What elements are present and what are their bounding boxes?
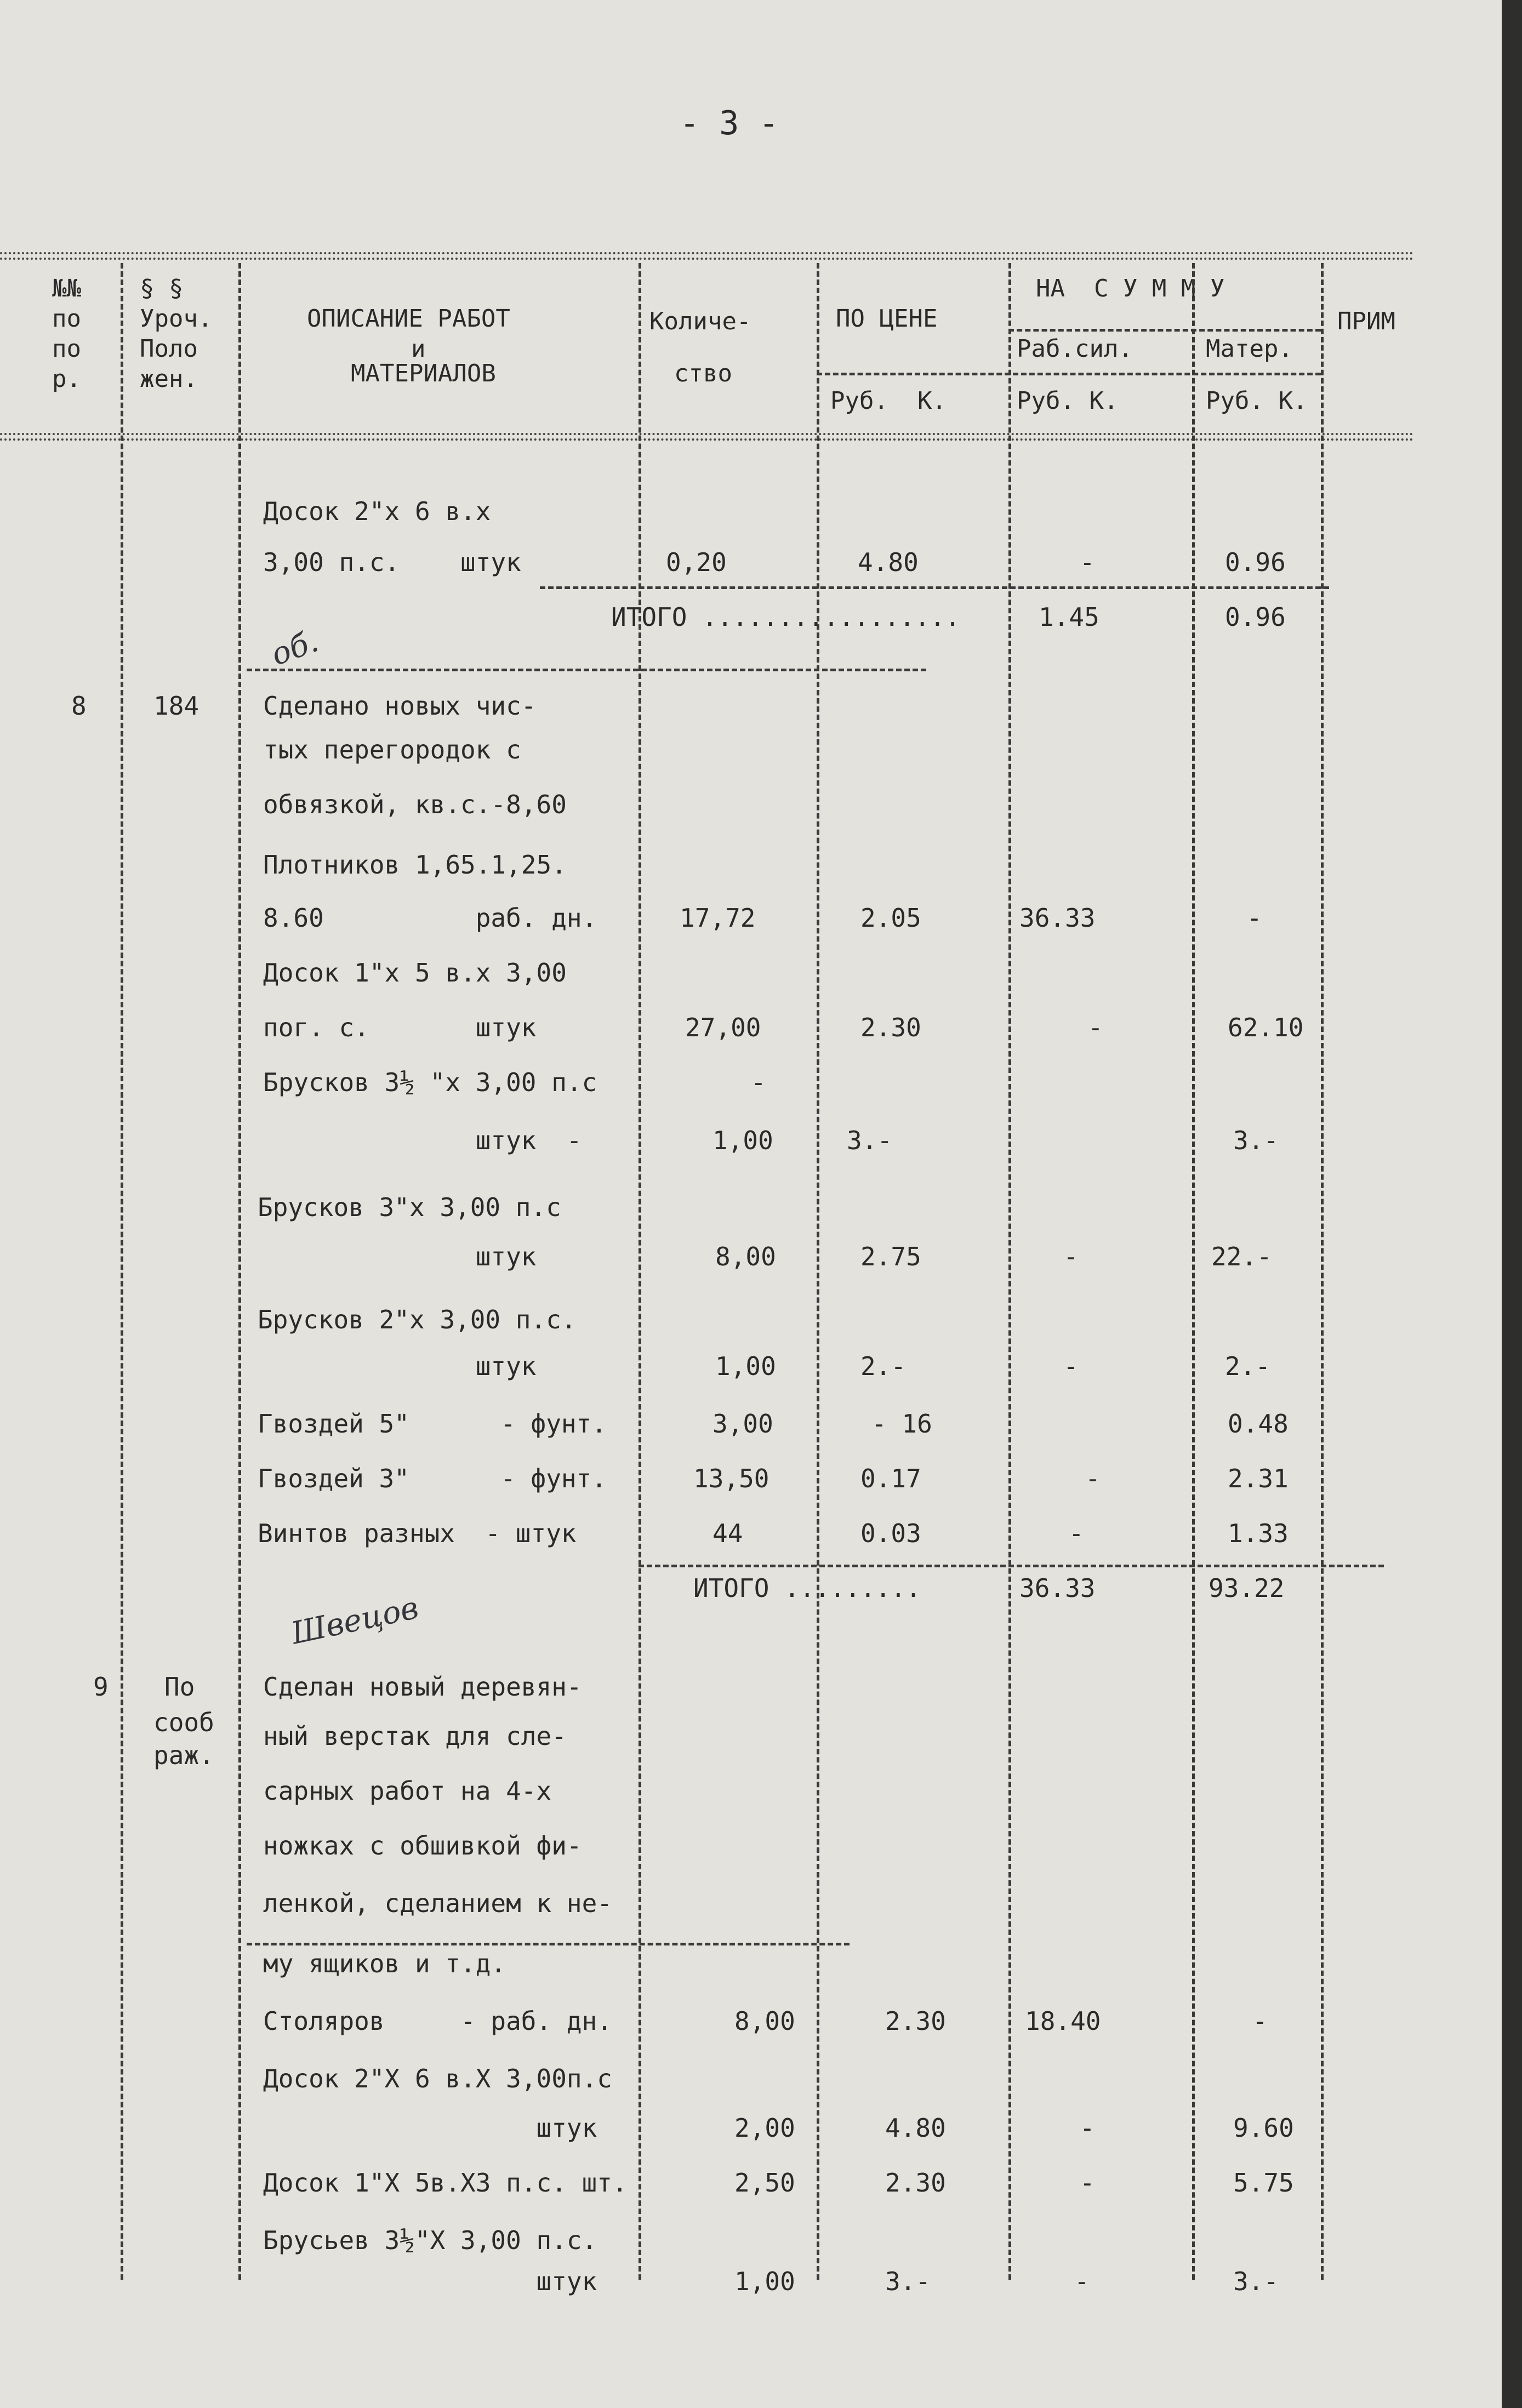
row-labor: - bbox=[1088, 1013, 1103, 1042]
header-num: №№ bbox=[52, 275, 81, 303]
row-price: - 16 bbox=[871, 1409, 932, 1439]
row-total-label: ИТОГО ................. bbox=[611, 602, 960, 632]
row-labor: - bbox=[1080, 2168, 1095, 2198]
row-desc: ный верстак для сле- bbox=[263, 1721, 567, 1751]
header-qty-2: ство bbox=[674, 360, 732, 387]
row-qty: 8,00 bbox=[715, 1242, 776, 1271]
row-qty: 17,72 bbox=[680, 903, 756, 933]
row-mat: - bbox=[1252, 2006, 1268, 2036]
row-para: По bbox=[164, 1672, 195, 1702]
row-mat: 3.- bbox=[1233, 2267, 1279, 2296]
row-price: 2.75 bbox=[860, 1242, 921, 1271]
col-rule-6 bbox=[1192, 263, 1195, 2280]
row-labor: - bbox=[1063, 1351, 1079, 1381]
page-number: - 3 - bbox=[680, 104, 779, 142]
rub-subheader-rule bbox=[817, 373, 1321, 375]
row-qty: 27,00 bbox=[685, 1013, 761, 1042]
sum-subheader-rule bbox=[1008, 329, 1321, 332]
row-desc: Брусков 2"х 3,00 п.с. bbox=[258, 1305, 577, 1334]
col-rule-3 bbox=[639, 263, 641, 2280]
row-desc: Досок 1"Х 5в.Х3 п.с. шт. bbox=[263, 2168, 628, 2198]
row-price: 3.- bbox=[847, 1126, 893, 1155]
row-desc: Досок 1"х 5 в.х 3,00 bbox=[263, 958, 567, 988]
row-qty: 2,00 bbox=[734, 2113, 795, 2143]
row-qty: 44 bbox=[712, 1519, 743, 1548]
col-rule-4 bbox=[817, 263, 819, 2280]
col-rule-2 bbox=[238, 263, 241, 2280]
row-labor: 1.45 bbox=[1039, 602, 1099, 632]
header-material: Матер. bbox=[1206, 335, 1293, 363]
row-mat: 3.- bbox=[1233, 1126, 1279, 1155]
row-mat: 0.48 bbox=[1228, 1409, 1289, 1439]
header-desc: ОПИСАНИЕ РАБОТ bbox=[307, 305, 510, 333]
row-desc: Гвоздей 3" - фунт. bbox=[258, 1464, 607, 1493]
row-desc: штук bbox=[263, 1351, 537, 1381]
row-total-label: ИТОГО ......... bbox=[693, 1573, 921, 1603]
row-mat: 0.96 bbox=[1225, 602, 1286, 632]
row-desc: Винтов разных - штук bbox=[258, 1519, 577, 1548]
row-mat: 2.- bbox=[1225, 1351, 1271, 1381]
row-desc: 8.60 раб. дн. bbox=[263, 903, 597, 933]
row-labor: - bbox=[1080, 2113, 1095, 2143]
col-rule-7 bbox=[1321, 263, 1324, 2280]
row-mat: 0.96 bbox=[1225, 547, 1286, 577]
handwritten-signature: Швецов bbox=[288, 1590, 422, 1652]
header-sum: НА С У М М У bbox=[1036, 275, 1225, 303]
row-desc: пог. с. штук bbox=[263, 1013, 537, 1042]
header-rub-labor: Руб. К. bbox=[1017, 387, 1119, 415]
header-qty: Количе- bbox=[649, 307, 751, 335]
row-mat: - bbox=[1247, 903, 1262, 933]
header-rub-price: Руб. К. bbox=[830, 387, 947, 415]
header-desc-2: и bbox=[411, 335, 426, 363]
row-desc: штук bbox=[263, 2113, 597, 2143]
row-mat: 62.10 bbox=[1228, 1013, 1304, 1042]
row-num: 8 bbox=[71, 691, 87, 721]
header-para-4: жен. bbox=[140, 365, 198, 393]
mid-rule bbox=[247, 1943, 850, 1945]
row-para: 184 bbox=[153, 691, 199, 721]
row-desc: тых перегородок с bbox=[263, 735, 521, 764]
row-desc: ленкой, сделанием к не- bbox=[263, 1888, 612, 1918]
header-price: ПО ЦЕНЕ bbox=[836, 305, 938, 333]
header-bottom-rule bbox=[0, 433, 1414, 435]
row-mat: 9.60 bbox=[1233, 2113, 1294, 2143]
row-qty: 1,00 bbox=[712, 1126, 773, 1155]
row-price: 4.80 bbox=[885, 2113, 946, 2143]
row-qty: 2,50 bbox=[734, 2168, 795, 2198]
col-rule-1 bbox=[121, 263, 123, 2280]
row-desc: Досок 2"Х 6 в.Х 3,00п.с bbox=[263, 2064, 612, 2093]
row-desc: сарных работ на 4-х bbox=[263, 1776, 552, 1806]
row-num: 9 bbox=[93, 1672, 109, 1702]
row-desc: 3,00 п.с. штук bbox=[263, 547, 521, 577]
row-qty: 1,00 bbox=[734, 2267, 795, 2296]
row-desc: штук - bbox=[263, 1126, 582, 1155]
row-price: 4.80 bbox=[858, 547, 919, 577]
row-labor: - bbox=[1085, 1464, 1101, 1493]
total-rule-1 bbox=[540, 586, 1329, 589]
row-qty: 0,20 bbox=[666, 547, 727, 577]
row-desc: Брусков 3½ "х 3,00 п.с bbox=[263, 1068, 597, 1097]
row-desc: Досок 2"х 6 в.х bbox=[263, 497, 491, 526]
row-desc: му ящиков и т.д. bbox=[263, 1949, 506, 1978]
row-desc: Брусков 3"х 3,00 п.с bbox=[258, 1192, 561, 1222]
total-rule-2 bbox=[639, 1565, 1384, 1567]
row-qty: 8,00 bbox=[734, 2006, 795, 2036]
handwritten-mark: об. bbox=[266, 623, 323, 673]
row-desc: ножках с обшивкой фи- bbox=[263, 1831, 582, 1861]
row-desc: штук bbox=[263, 2267, 597, 2296]
row-price: 2.30 bbox=[860, 1013, 921, 1042]
page-edge bbox=[1502, 0, 1522, 2408]
row-labor: 36.33 bbox=[1019, 903, 1096, 933]
header-desc-3: МАТЕРИАЛОВ bbox=[351, 360, 496, 387]
header-top-rule bbox=[0, 252, 1414, 254]
row-mat: 22.- bbox=[1211, 1242, 1272, 1271]
header-para-3: Поло bbox=[140, 335, 198, 363]
row-para: раж. bbox=[153, 1741, 214, 1770]
row-labor: - bbox=[1074, 2267, 1090, 2296]
row-desc: штук bbox=[263, 1242, 537, 1271]
row-labor: - bbox=[1069, 1519, 1084, 1548]
row-para: сооб bbox=[153, 1708, 214, 1737]
row-desc: Сделан новый деревян- bbox=[263, 1672, 582, 1702]
row-qty: 13,50 bbox=[693, 1464, 769, 1493]
row-desc: Сделано новых чис- bbox=[263, 691, 537, 721]
row-qty: 1,00 bbox=[715, 1351, 776, 1381]
header-para-2: Уроч. bbox=[140, 305, 213, 333]
header-labor: Раб.сил. bbox=[1017, 335, 1133, 363]
header-num-2: по bbox=[52, 305, 81, 333]
header-num-3: по bbox=[52, 335, 81, 363]
row-labor: 36.33 bbox=[1019, 1573, 1096, 1603]
row-mat: 5.75 bbox=[1233, 2168, 1294, 2198]
row-mat: 93.22 bbox=[1209, 1573, 1285, 1603]
row-price: 2.05 bbox=[860, 903, 921, 933]
row-desc: Брусьев 3½"Х 3,00 п.с. bbox=[263, 2226, 597, 2255]
row-price: 2.- bbox=[860, 1351, 907, 1381]
row-price: 2.30 bbox=[885, 2006, 946, 2036]
row-desc: Гвоздей 5" - фунт. bbox=[258, 1409, 607, 1439]
row-price: 0.17 bbox=[860, 1464, 921, 1493]
row-price: 2.30 bbox=[885, 2168, 946, 2198]
header-bottom-rule-2 bbox=[0, 438, 1414, 441]
row-mat: 1.33 bbox=[1228, 1519, 1289, 1548]
header-num-4: р. bbox=[52, 365, 81, 393]
row-qty: 3,00 bbox=[712, 1409, 773, 1439]
row-labor: 18.40 bbox=[1025, 2006, 1101, 2036]
row-labor: - bbox=[1080, 547, 1095, 577]
header-para: § § bbox=[140, 275, 184, 303]
row-desc: Плотников 1,65.1,25. bbox=[263, 850, 567, 880]
row-price: 0.03 bbox=[860, 1519, 921, 1548]
header-note: ПРИМ bbox=[1337, 307, 1395, 335]
total-rule-1b bbox=[247, 669, 926, 671]
col-rule-5 bbox=[1008, 263, 1011, 2280]
row-qty: - bbox=[751, 1068, 766, 1097]
row-desc: обвязкой, кв.с.-8,60 bbox=[263, 790, 567, 819]
header-top-rule-2 bbox=[0, 258, 1414, 260]
header-rub-mat: Руб. К. bbox=[1206, 387, 1308, 415]
row-labor: - bbox=[1063, 1242, 1079, 1271]
row-desc: Столяров - раб. дн. bbox=[263, 2006, 612, 2036]
row-price: 3.- bbox=[885, 2267, 931, 2296]
row-mat: 2.31 bbox=[1228, 1464, 1289, 1493]
